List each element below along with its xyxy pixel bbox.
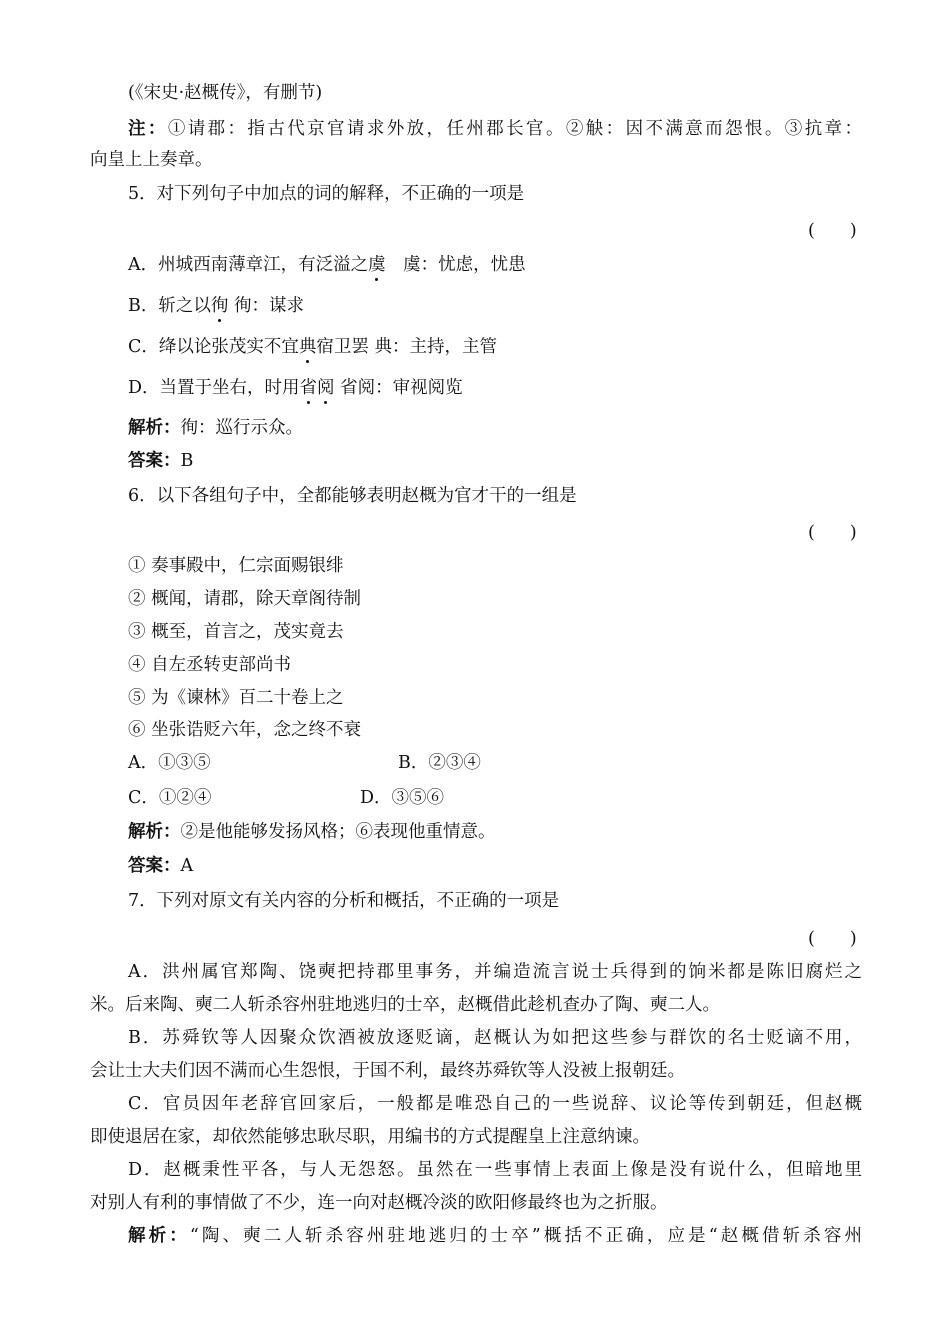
emphasis-dot-char: 虞 [368, 255, 386, 275]
source-citation: (《宋史·赵概传》，有删节) [128, 83, 323, 103]
q5-option-c: C．绛以论张茂实不宜典宿卫罢 典：主持，主管 [128, 337, 497, 357]
q6-stem: 6．以下各组句子中，全都能够表明赵概为官才干的一组是 [128, 486, 577, 506]
analysis-label: 解析： [128, 822, 181, 842]
answer-label: 答案： [128, 451, 181, 471]
q6-answer: 答案：A [128, 856, 194, 876]
note-line-2: 向皇上上奏章。 [90, 150, 213, 170]
q7-analysis: 解析：“陶、奭二人斩杀容州驻地逃归的士卒”概括不正确，应是“赵概借斩杀容州 [128, 1226, 863, 1246]
emphasis-dot-char: 阅 [317, 378, 335, 398]
q7-option-c-line-1: C．官员因年老辞官回家后，一般都是唯恐自己的一些说辞、议论等传到朝廷，但赵概 [128, 1094, 862, 1114]
q7-option-d-line-1: D．赵概秉性平各，与人无怨怒。虽然在一些事情上表面上像是没有说什么，但暗地里 [128, 1160, 862, 1180]
q7-stem: 7．下列对原文有关内容的分析和概括，不正确的一项是 [128, 891, 560, 911]
q6-analysis: 解析：②是他能够发扬风格；⑥表现他重情意。 [128, 822, 496, 842]
q7-option-a-line-1: A．洪州属官郑陶、饶奭把持郡里事务，并编造流言说士兵得到的饷米都是陈旧腐烂之 [128, 962, 862, 982]
q7-option-c-line-2: 即使退居在家，却依然能够忠耿尽职，用编书的方式提醒皇上注意纳谏。 [90, 1127, 650, 1147]
q6-option-d: D．③⑤⑥ [360, 788, 445, 808]
q7-option-a-line-2: 米。后来陶、奭二人斩杀容州驻地逃归的士卒，赵概借此趁机查办了陶、奭二人。 [90, 995, 720, 1015]
q5-option-b: B．斩之以徇 徇：谋求 [128, 296, 304, 316]
q7-answer-bracket: ( ) [808, 929, 857, 949]
q6-option-a: A．①③⑤ [128, 753, 211, 773]
q6-answer-bracket: ( ) [808, 523, 857, 543]
emphasis-dot-char: 典 [298, 337, 317, 357]
q6-item-2: ② 概闻，请郡，除天章阁待制 [128, 589, 362, 609]
note-label: 注： [128, 119, 168, 139]
q6-option-b: B．②③④ [398, 753, 481, 773]
q5-option-d: D．当置于坐右，时用省阅 省阅：审视阅览 [128, 378, 463, 398]
q5-answer: 答案：B [128, 451, 194, 471]
q7-option-d-line-2: 对别人有利的事情做了不少，连一向对赵概冷淡的欧阳修最终也为之折服。 [90, 1193, 668, 1213]
q5-option-a: A．州城西南薄章江，有泛溢之虞 虞：忧虑，忧患 [128, 255, 526, 275]
q6-item-4: ④ 自左丞转吏部尚书 [128, 655, 292, 675]
note-line-1: 注：①请郡：指古代京官请求外放，任州郡长官。②觖：因不满意而怨恨。③抗章： [128, 119, 863, 139]
analysis-label: 解析： [128, 1226, 190, 1246]
q5-answer-bracket: ( ) [808, 221, 857, 241]
emphasis-dot-char: 徇 [210, 296, 229, 316]
analysis-label: 解析： [128, 418, 181, 438]
q5-stem: 5．对下列句子中加点的词的解释，不正确的一项是 [128, 184, 525, 204]
q5-analysis: 解析：徇：巡行示众。 [128, 418, 303, 438]
q7-option-b-line-1: B．苏舜钦等人因聚众饮酒被放逐贬谪，赵概认为如把这些参与群饮的名士贬谪不用， [128, 1028, 862, 1048]
answer-label: 答案： [128, 856, 181, 876]
q6-item-3: ③ 概至，首言之，茂实竟去 [128, 622, 344, 642]
emphasis-dot-char: 省 [299, 378, 318, 398]
q6-item-1: ① 奏事殿中，仁宗面赐银绯 [128, 556, 344, 576]
q7-option-b-line-2: 会让士大夫们因不满而心生怨恨，于国不利，最终苏舜钦等人没被上报朝廷。 [90, 1061, 685, 1081]
q6-item-6: ⑥ 坐张诰贬六年，念之终不衰 [128, 720, 362, 740]
q6-option-c: C．①②④ [128, 788, 212, 808]
q6-item-5: ⑤ 为《谏林》百二十卷上之 [128, 688, 344, 708]
